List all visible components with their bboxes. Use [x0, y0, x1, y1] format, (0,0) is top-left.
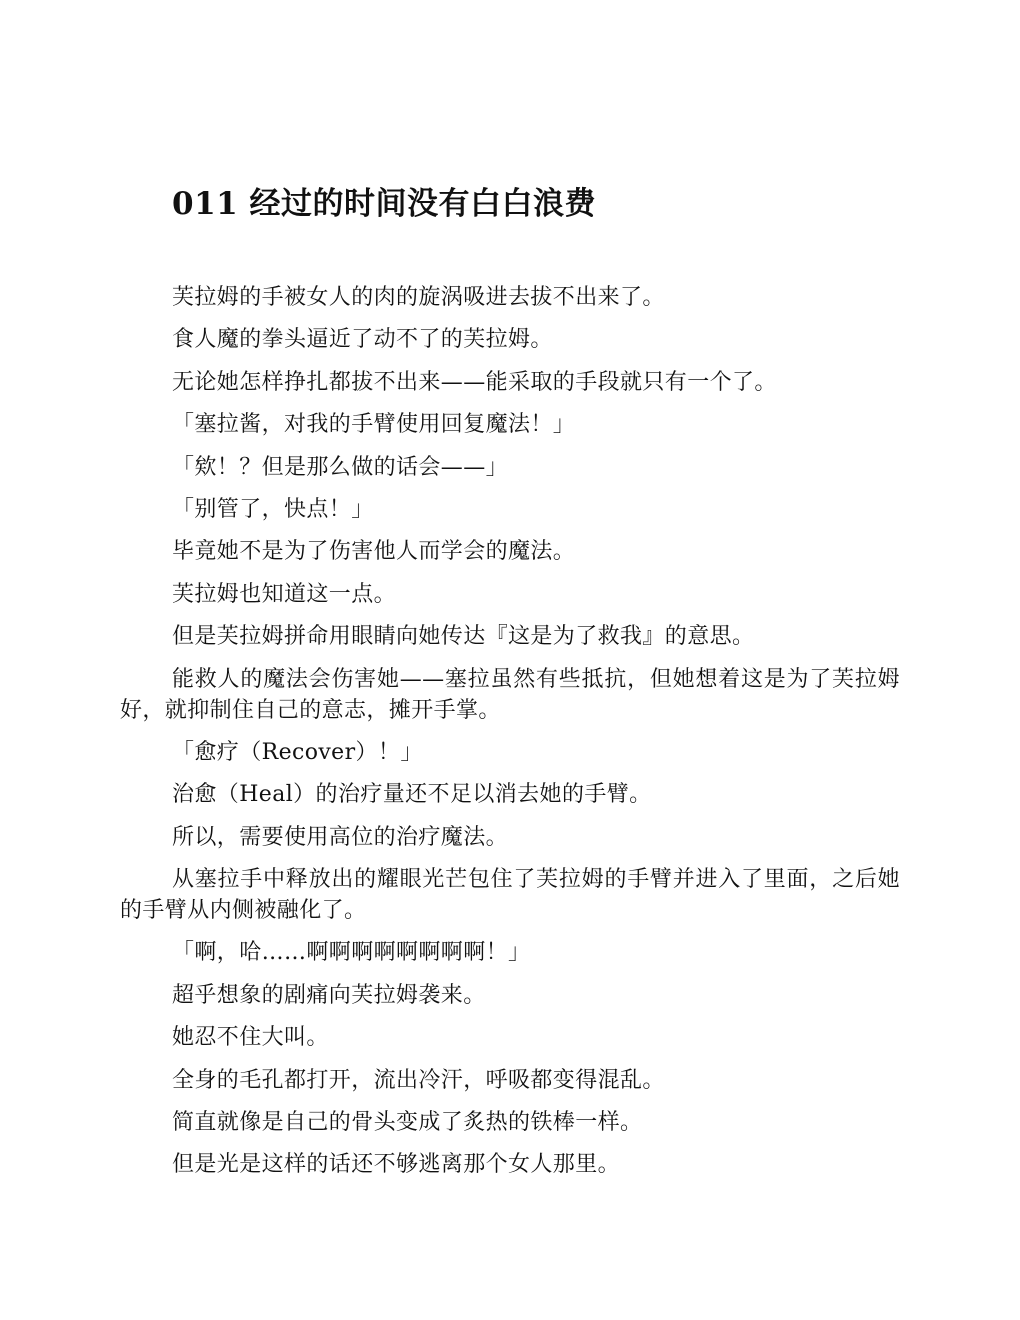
paragraph: 「塞拉酱，对我的手臂使用回复魔法！」: [172, 412, 576, 438]
paragraph: 食人魔的拳头逼近了动不了的芙拉姆。: [172, 327, 553, 353]
paragraph: 所以，需要使用高位的治疗魔法。: [172, 824, 509, 850]
body-text: [120, 282, 900, 1192]
paragraph: 「欸！？但是那么做的话会——」: [172, 454, 509, 480]
paragraph: 从塞拉手中释放出的耀眼光芒包住了芙拉姆的手臂并进入了里面，之后她的手臂从内侧被融化了。: [120, 867, 900, 924]
paragraph: 简直就像是自己的骨头变成了炙热的铁棒一样。: [172, 1110, 643, 1136]
chapter-title: 011 经过的时间没有白白浪费: [172, 186, 597, 222]
paragraph: 「别管了，快点！」: [172, 496, 374, 522]
paragraph: 无论她怎样挣扎都拔不出来——能采取的手段就只有一个了。: [172, 369, 777, 395]
paragraph: 能救人的魔法会伤害她——塞拉虽然有些抵抗，但她想着这是为了芙拉姆好，就抑制住自己的意志，摊开手掌。: [120, 666, 900, 723]
paragraph: 「愈疗（Recover）！」: [172, 739, 423, 765]
paragraph: 毕竟她不是为了伤害他人而学会的魔法。: [172, 539, 576, 565]
paragraph: 但是芙拉姆拼命用眼睛向她传达『这是为了救我』的意思。: [172, 624, 755, 650]
paragraph: 全身的毛孔都打开，流出冷汗，呼吸都变得混乱。: [172, 1067, 665, 1093]
paragraph: 超乎想象的剧痛向芙拉姆袭来。: [172, 982, 486, 1008]
paragraph: 芙拉姆也知道这一点。: [172, 581, 397, 607]
paragraph: 「啊，哈……啊啊啊啊啊啊啊啊！」: [172, 940, 531, 966]
paragraph: 但是光是这样的话还不够逃离那个女人那里。: [172, 1152, 621, 1178]
paragraph: 治愈（Heal）的治疗量还不足以消去她的手臂。: [172, 782, 652, 808]
paragraph: 她忍不住大叫。: [172, 1025, 329, 1051]
paragraph: 芙拉姆的手被女人的肉的旋涡吸进去拔不出来了。: [172, 285, 665, 310]
